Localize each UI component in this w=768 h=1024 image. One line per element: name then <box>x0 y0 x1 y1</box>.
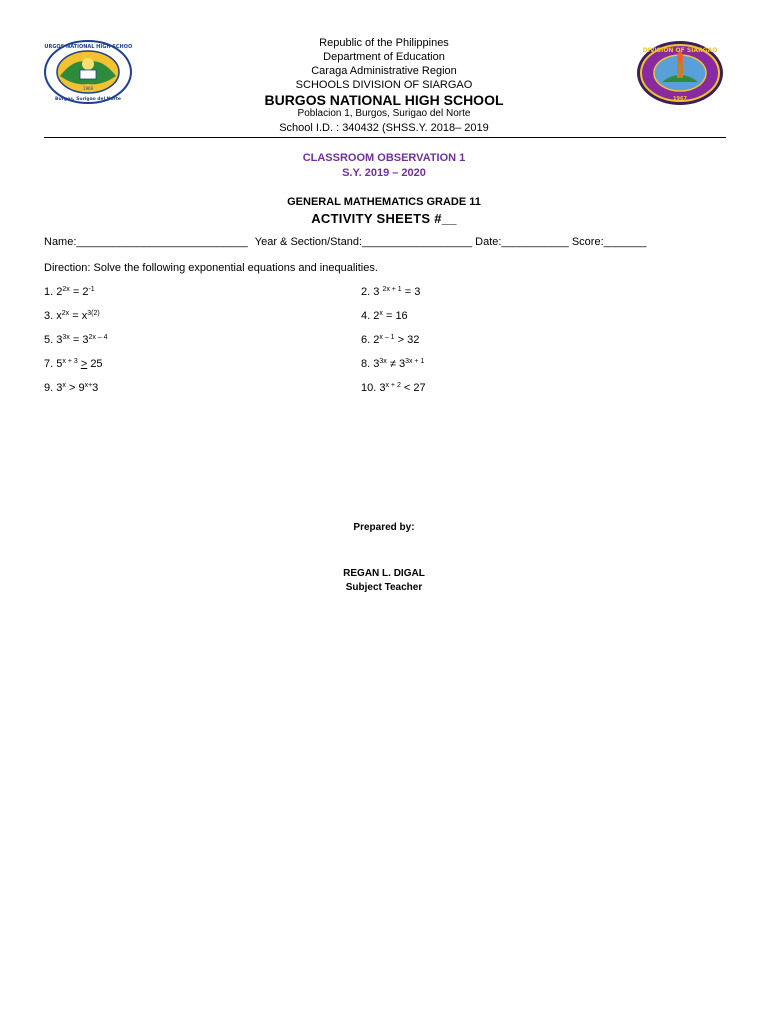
problem-7: 7. $5^{x + 3} > 25$ <box>44 358 103 370</box>
teacher-role: Subject Teacher <box>345 582 423 593</box>
svg-text:1969: 1969 <box>82 86 94 91</box>
date-field[interactable]: Date:___________ <box>475 236 569 248</box>
subject-title: GENERAL MATHEMATICS GRADE 11 <box>287 196 481 208</box>
activity-title: ACTIVITY SHEETS #__ <box>311 211 457 226</box>
svg-text:Burgos, Surigao del Norte: Burgos, Surigao del Norte <box>55 97 121 102</box>
school-address: Poblacion 1, Burgos, Surigao del Norte <box>297 108 471 119</box>
year-section-field[interactable]: Year & Section/Stand:__________________ <box>254 236 473 248</box>
svg-text:1967: 1967 <box>673 96 687 102</box>
header-divider <box>44 137 726 138</box>
school-year: S.Y. 2019 – 2020 <box>342 167 426 179</box>
name-field[interactable]: Name:____________________________ <box>44 236 248 248</box>
header-republic: Republic of the Philippines <box>319 37 449 49</box>
problem-2: 2. 3 $^{2x + 1}$ = 3 <box>361 286 421 298</box>
score-field[interactable]: Score:_______ <box>571 236 647 248</box>
svg-text:BURGOS NATIONAL HIGH SCHOOL: BURGOS NATIONAL HIGH SCHOOL <box>44 44 132 50</box>
problem-6: 6. 2$^{x - 1}$ > 32 <box>361 334 420 346</box>
school-id: School I.D. : 340432 (SHSS.Y. 2018– 2019 <box>279 122 489 134</box>
problem-3: 3. $x^{2x} = x^{3(2)}$ <box>44 310 100 322</box>
problem-1: 1. $2^{2x} = 2^{-1}$ <box>44 286 95 298</box>
prepared-by-label: Prepared by: <box>353 522 415 533</box>
observation-title: CLASSROOM OBSERVATION 1 <box>302 152 466 164</box>
header-department: Department of Education <box>323 51 445 63</box>
directions-text: Direction: Solve the following exponential equations and inequalities. <box>44 262 378 274</box>
teacher-name: REGAN L. DIGAL <box>343 568 425 579</box>
header-division: SCHOOLS DIVISION OF SIARGAO <box>295 79 473 91</box>
svg-text:DIVISION OF SIARGAO: DIVISION OF SIARGAO <box>642 47 718 54</box>
problem-4: 4. 2$^x$ = 16 <box>361 310 408 322</box>
problem-8: 8. $3^{3x} \ne 3^{3x + 1}$ <box>361 358 425 370</box>
problem-9: 9. $3^x > 9^{x+}3$ <box>44 382 99 394</box>
student-info-row <box>44 236 734 248</box>
problem-10: 10. $3^{x + 2} < 27$ <box>361 382 426 394</box>
problem-5: 5. $3^{3x} = 3^{2x - 4}$ <box>44 334 108 346</box>
header-region: Caraga Administrative Region <box>311 65 457 77</box>
school-name: BURGOS NATIONAL HIGH SCHOOL <box>264 92 504 108</box>
